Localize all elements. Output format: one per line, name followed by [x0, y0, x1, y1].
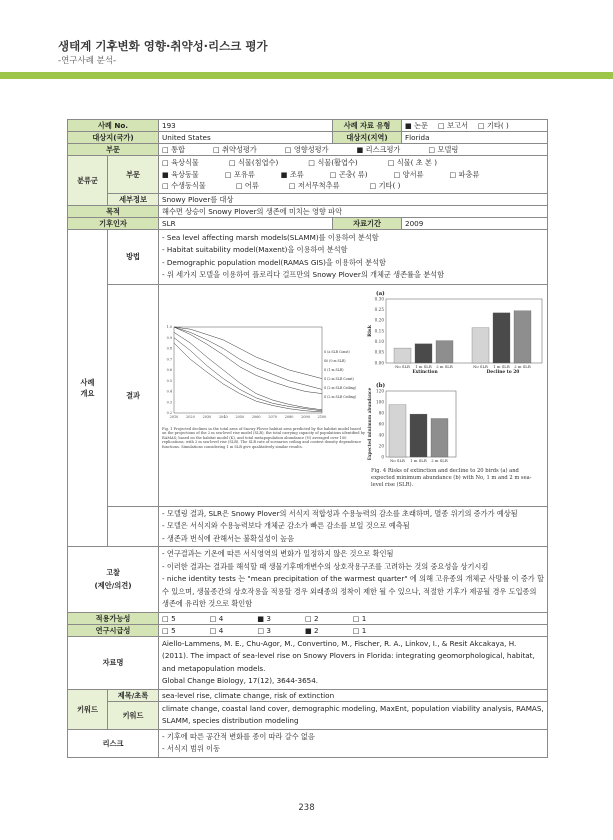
figure1-y-tick: 0.2	[166, 410, 173, 415]
figure1-y-tick: 0.3	[166, 399, 173, 404]
result-line-1: - 모델은 서식지와 수용능력보다 개체군 감소가 빠른 감소를 보일 것으로 예측됨	[162, 521, 410, 530]
keyword-title-value: sea-level rise, climate change, risk of extinction	[159, 689, 548, 701]
fig4b-y-tick: 100	[376, 398, 385, 404]
fig4b-y-tick: 20	[378, 442, 385, 448]
figure1-legend-3: S (2 m SLR Const)	[324, 376, 354, 381]
class-row3-option-0: □ 수생동식물	[162, 181, 206, 190]
material-type-label: 사례 자료 유형	[333, 120, 402, 132]
figure1-x-tick: 2060	[251, 414, 261, 419]
figure1-x-tick: 2050	[235, 414, 245, 419]
target-country-value: United States	[159, 132, 333, 144]
applicability-option-1: □ 4	[209, 613, 224, 623]
material-period-value: 2009	[402, 217, 548, 229]
fig4a-bar-1-1	[493, 312, 510, 362]
class-row2-option-1: □ 포유류	[224, 169, 255, 179]
class-row1-option-0: □ 육상식물	[162, 158, 199, 167]
class-row2-option-0: ■ 육상동물	[162, 169, 199, 179]
method-line-2: - Demographic population model(RAMAS GIS)을 이용하여 분석함	[162, 257, 386, 267]
fig4b-y-tick: 80	[378, 409, 385, 415]
fig4b-y-tick: 60	[378, 420, 385, 426]
purpose-value: 해수면 상승이 Snowy Plover의 생존에 미치는 영향 파악	[159, 205, 548, 217]
discussion-line-0: - 연구결과는 기온에 따른 서식영역의 변화가 일정하지 않은 것으로 확인됨	[162, 549, 394, 558]
figure4-bar-charts	[366, 287, 546, 465]
fig4b-x-tick: 2 m SLR	[431, 457, 448, 463]
method-line-3: - 위 세가지 모델을 이용하여 플로리다 걸프만의 Snowy Plover의 개체군 생존률을 분석함	[162, 270, 445, 279]
sub-sector-label: 부문	[108, 156, 159, 194]
header-title: 생태계 기후변화 영향·취약성·리스크 평가	[58, 39, 268, 53]
risk-label: 리스크	[68, 729, 159, 757]
fig4b-bar-2	[431, 418, 448, 457]
fig4b-y-tick: 40	[378, 431, 385, 437]
class-row2-option-5: □ 파충류	[449, 169, 480, 179]
fig4a-y-tick: 0.00	[374, 359, 385, 365]
urgency-option-4: □ 1	[352, 625, 367, 635]
urgency-option-2: □ 3	[257, 625, 271, 635]
fig4b-x-tick: No SLR	[390, 457, 405, 463]
fig4a-x-tick: No SLR	[473, 363, 488, 369]
applicability-option-4: □ 1	[352, 613, 367, 623]
classification-label: 분류군	[68, 156, 108, 206]
page-number: 238	[298, 803, 315, 813]
risk-line-1: - 서식지 범위 이동	[162, 744, 221, 753]
fig4a-bar-0-1	[415, 343, 432, 362]
figure1-y-tick: 0.8	[166, 346, 173, 351]
material-type-option-1: □ 보고서	[438, 121, 468, 130]
method-line-0: - Sea level affecting marsh models(SLAMM)를 이용하여 분석함	[162, 232, 379, 242]
figure1-curve-5	[174, 343, 322, 412]
sector-option-4: □ 모델링	[428, 145, 459, 154]
fig4a-x-tick: 2 m SLR	[514, 363, 531, 369]
figure1-y-tick: 0.6	[166, 367, 173, 372]
keyword-title-label: 제목/초록	[108, 689, 159, 701]
figure1-x-tick: 2090	[301, 414, 310, 419]
urgency-option-1: □ 4	[209, 625, 224, 635]
result-body	[159, 284, 548, 506]
classification-options	[159, 156, 548, 194]
class-row3-option-2: □ 저서무척추류	[288, 181, 340, 190]
climate-factor-label: 기후인자	[68, 217, 159, 229]
keyword-kw-value: climate change, coastal land cover, demographic modeling, MaxEnt, population viability analysis, RAMAS, SLAMM, species distribution modeling	[159, 701, 548, 729]
fig4b-y-tick: 0	[381, 453, 385, 459]
class-row1-option-3: □ 식물( 초 본 )	[387, 158, 437, 167]
figure1-x-tick: 2040	[219, 414, 228, 419]
fig4a-y-tick: 0.25	[374, 306, 385, 312]
header-bar	[0, 72, 613, 79]
fig4b-x-tick: 1 m SLR	[410, 457, 427, 463]
figure1-legend-1: S0 (0 m SLR)	[324, 358, 346, 363]
fig4a-y-tick: 0.15	[374, 327, 385, 333]
result-text	[159, 506, 548, 547]
applicability-label: 적용가능성	[68, 612, 159, 624]
figure1-y-tick: 0.5	[166, 378, 173, 383]
fig4a-group-label: Extinction	[412, 369, 438, 375]
case-overview-label: 사례 개요	[68, 229, 108, 547]
keyword-label: 키워드	[68, 689, 108, 729]
result-line-2: - 생존과 번식에 관해서는 불확실성이 높음	[162, 533, 295, 543]
class-row3-option-1: □ 어류	[235, 181, 259, 190]
fig4a-bar-0-0	[394, 348, 411, 363]
risk-line-0: - 기후에 따른 공간적 변화를 종이 따라 갈수 없음	[162, 731, 315, 741]
urgency-option-3: ■ 2	[304, 625, 319, 635]
result-text-spacer	[108, 506, 159, 547]
keyword-kw-label: 키워드	[108, 701, 159, 729]
figure1-x-tick: 2080	[284, 414, 294, 419]
sector-option-2: □ 영향성평가	[284, 145, 329, 154]
class-row2-option-4: □ 양서류	[393, 169, 424, 179]
figure1-y-tick: 0.4	[166, 389, 173, 394]
fig4a-x-tick: 2 m SLR	[436, 363, 453, 369]
fig4a-y-tick: 0.05	[374, 349, 385, 355]
fig4a-panel-label: (a)	[376, 290, 385, 297]
sector-option-3: ■ 리스크평가	[356, 145, 401, 154]
urgency-label: 연구시급성	[68, 624, 159, 636]
fig4a-bar-0-2	[436, 340, 453, 362]
method-label: 방법	[108, 229, 159, 284]
fig4a-x-tick: 1 m SLR	[493, 363, 510, 369]
figure1-curve-4	[174, 337, 322, 410]
risk-body	[159, 729, 548, 757]
fig4b-bar-1	[410, 414, 427, 457]
fig4a-y-tick: 0.30	[374, 295, 385, 301]
result-line-0: - 모델링 결과, SLR은 Snowy Plover의 서식지 적합성과 수용능력의 감소를 초래하며, 멸종 위기의 증가가 예상됨	[162, 508, 518, 518]
urgency-option-0: □ 5	[162, 625, 176, 635]
class-row2-option-3: □ 곤충( 류)	[329, 169, 368, 179]
fig4b-bar-0	[389, 404, 406, 456]
material-type-option-2: □ 기타( )	[477, 121, 509, 130]
class-row1-option-1: □ 식물(침엽수)	[228, 158, 279, 167]
figure1-x-tick: 2020	[186, 414, 195, 419]
discussion-body	[159, 547, 548, 613]
case-table	[67, 119, 548, 758]
figure1-line-chart	[162, 325, 372, 425]
source-value	[159, 636, 548, 689]
applicability-option-3: □ 2	[304, 613, 319, 623]
method-line-1: - Habitat suitability model(Maxent)을 이용하여 분석함	[162, 245, 348, 254]
figure1-x-tick: 2030	[202, 414, 212, 419]
target-region-value: Florida	[402, 132, 548, 144]
figure1-curve-1	[174, 327, 322, 389]
sector-label: 부문	[68, 144, 159, 156]
source-label: 자료명	[68, 636, 159, 689]
material-period-label: 자료기간	[333, 217, 402, 229]
fig4b-y-label: Expected minimum abundance	[367, 387, 373, 460]
figure1-x-tick: 2070	[268, 414, 278, 419]
case-no-value: 193	[159, 120, 333, 132]
material-type-option-0: ■ 논문	[405, 121, 428, 130]
applicability-option-2: ■ 3	[257, 613, 271, 623]
class-row3-option-3: □ 기타( )	[369, 181, 401, 190]
target-country-label: 대상지(국가)	[68, 132, 159, 144]
climate-factor-value: SLR	[159, 217, 333, 229]
figure1-legend-5: S (2 m SLR Ceiling)	[324, 394, 356, 399]
fig4a-group-label: Decline to 20	[486, 369, 520, 375]
figure1-y-tick: 1.0	[166, 324, 173, 329]
detail-info-value: Snowy Plover를 대상	[159, 193, 548, 205]
fig4a-y-label: Risk	[367, 324, 374, 337]
case-no-label: 사례 No.	[68, 120, 159, 132]
discussion-line-2: - niche identity tests 는 "mean precipitation of the warmest quarter" 에 의해 고유종의 개체군 사망률 이 증가 할 수 있으며, 생물종간의 상호작용을 적용할 경우 외래종의 정착이 제한 될 수 있으나, 적절한 기후가 제공될 경우 도입종의 생존에 유리한 것으로 확인함	[162, 574, 544, 608]
fig4b-y-tick: 120	[376, 387, 385, 393]
figure1-frame	[174, 327, 322, 413]
fig4a-x-tick: 1 m SLR	[415, 363, 432, 369]
figure-area	[162, 285, 544, 506]
class-row2-option-2: ■ 조류	[280, 169, 304, 179]
figure4-caption: Fig. 4 Risks of extinction and decline to 20 birds (a) and expected minimum abundance (b) with No, 1 m and 2 m sea-level rise (SLR).	[371, 467, 532, 488]
urgency-options	[159, 624, 548, 636]
source-citation: Aiello-Lammens, M. E., Chu-Agor, M., Convertino, M., Fischer, R. A., Linkov, I., & Resit Akcakaya, H. (2011). The impact of sea-level rise on Snowy Plovers in Florida: integrating geomorphological, habitat, and metapopulation models.	[162, 638, 535, 673]
method-body	[159, 229, 548, 284]
figure1-y-tick: 0.9	[166, 335, 173, 340]
figure1-legend-0: S (a SLR Const)	[324, 349, 350, 354]
figure1-x-tick: 2010	[169, 414, 179, 419]
sector-options	[159, 144, 548, 156]
target-region-label: 대상지(지역)	[333, 132, 402, 144]
fig4a-bar-1-0	[472, 327, 489, 362]
material-type-options	[402, 120, 548, 132]
discussion-label: 고찰 (제안/의견)	[68, 547, 159, 613]
purpose-label: 목적	[68, 205, 159, 217]
applicability-option-0: □ 5	[162, 613, 176, 623]
figure1-x-tick: 2100	[317, 414, 327, 419]
fig4a-bar-1-2	[514, 310, 531, 362]
fig4b-panel-label: (b)	[376, 382, 386, 389]
applicability-options	[159, 612, 548, 624]
sector-option-1: □ 취약성평가	[212, 145, 257, 154]
result-label: 결과	[108, 284, 159, 506]
figure1-legend-4: S (2 m SLR Ceiling)	[324, 385, 356, 390]
fig4a-y-tick: 0.20	[374, 317, 385, 323]
detail-info-label: 세부정보	[108, 193, 159, 205]
figure1-legend-2: S (1 m SLR)	[324, 367, 344, 372]
sector-option-0: □ 통합	[162, 145, 185, 154]
fig4a-y-tick: 0.10	[374, 338, 385, 344]
figure1-caption: Fig. 1 Projected declines in the total area of Snowy Plover habitat area predicted by the habitat model based on the projections of the 2 m sea-level rise model (SLR), the total carrying capacity of populations identified by RAMAS; based on the habitat model (K), and total metapopulation abundance (N) averaged over 100 replications, with 2 m sea-level rise (SLR). The SLR rate of scenarios ceiling and contest density dependence functions. Simulations considering 1 m SLR give qualitatively similar results.	[162, 426, 366, 449]
header-subtitle: -연구사례 분석-	[58, 56, 117, 66]
source-journal: Global Change Biology, 17(12), 3644-3654.	[162, 676, 319, 685]
class-row1-option-2: □ 식물(활엽수)	[308, 158, 358, 167]
figure1-y-tick: 0.7	[166, 356, 173, 361]
discussion-line-1: - 이러한 결과는 결과를 해석할 때 생물기후매개변수의 상호작용구조를 고려하는 것의 중요성을 상기시킴	[162, 561, 489, 571]
fig4a-x-tick: No SLR	[395, 363, 410, 369]
